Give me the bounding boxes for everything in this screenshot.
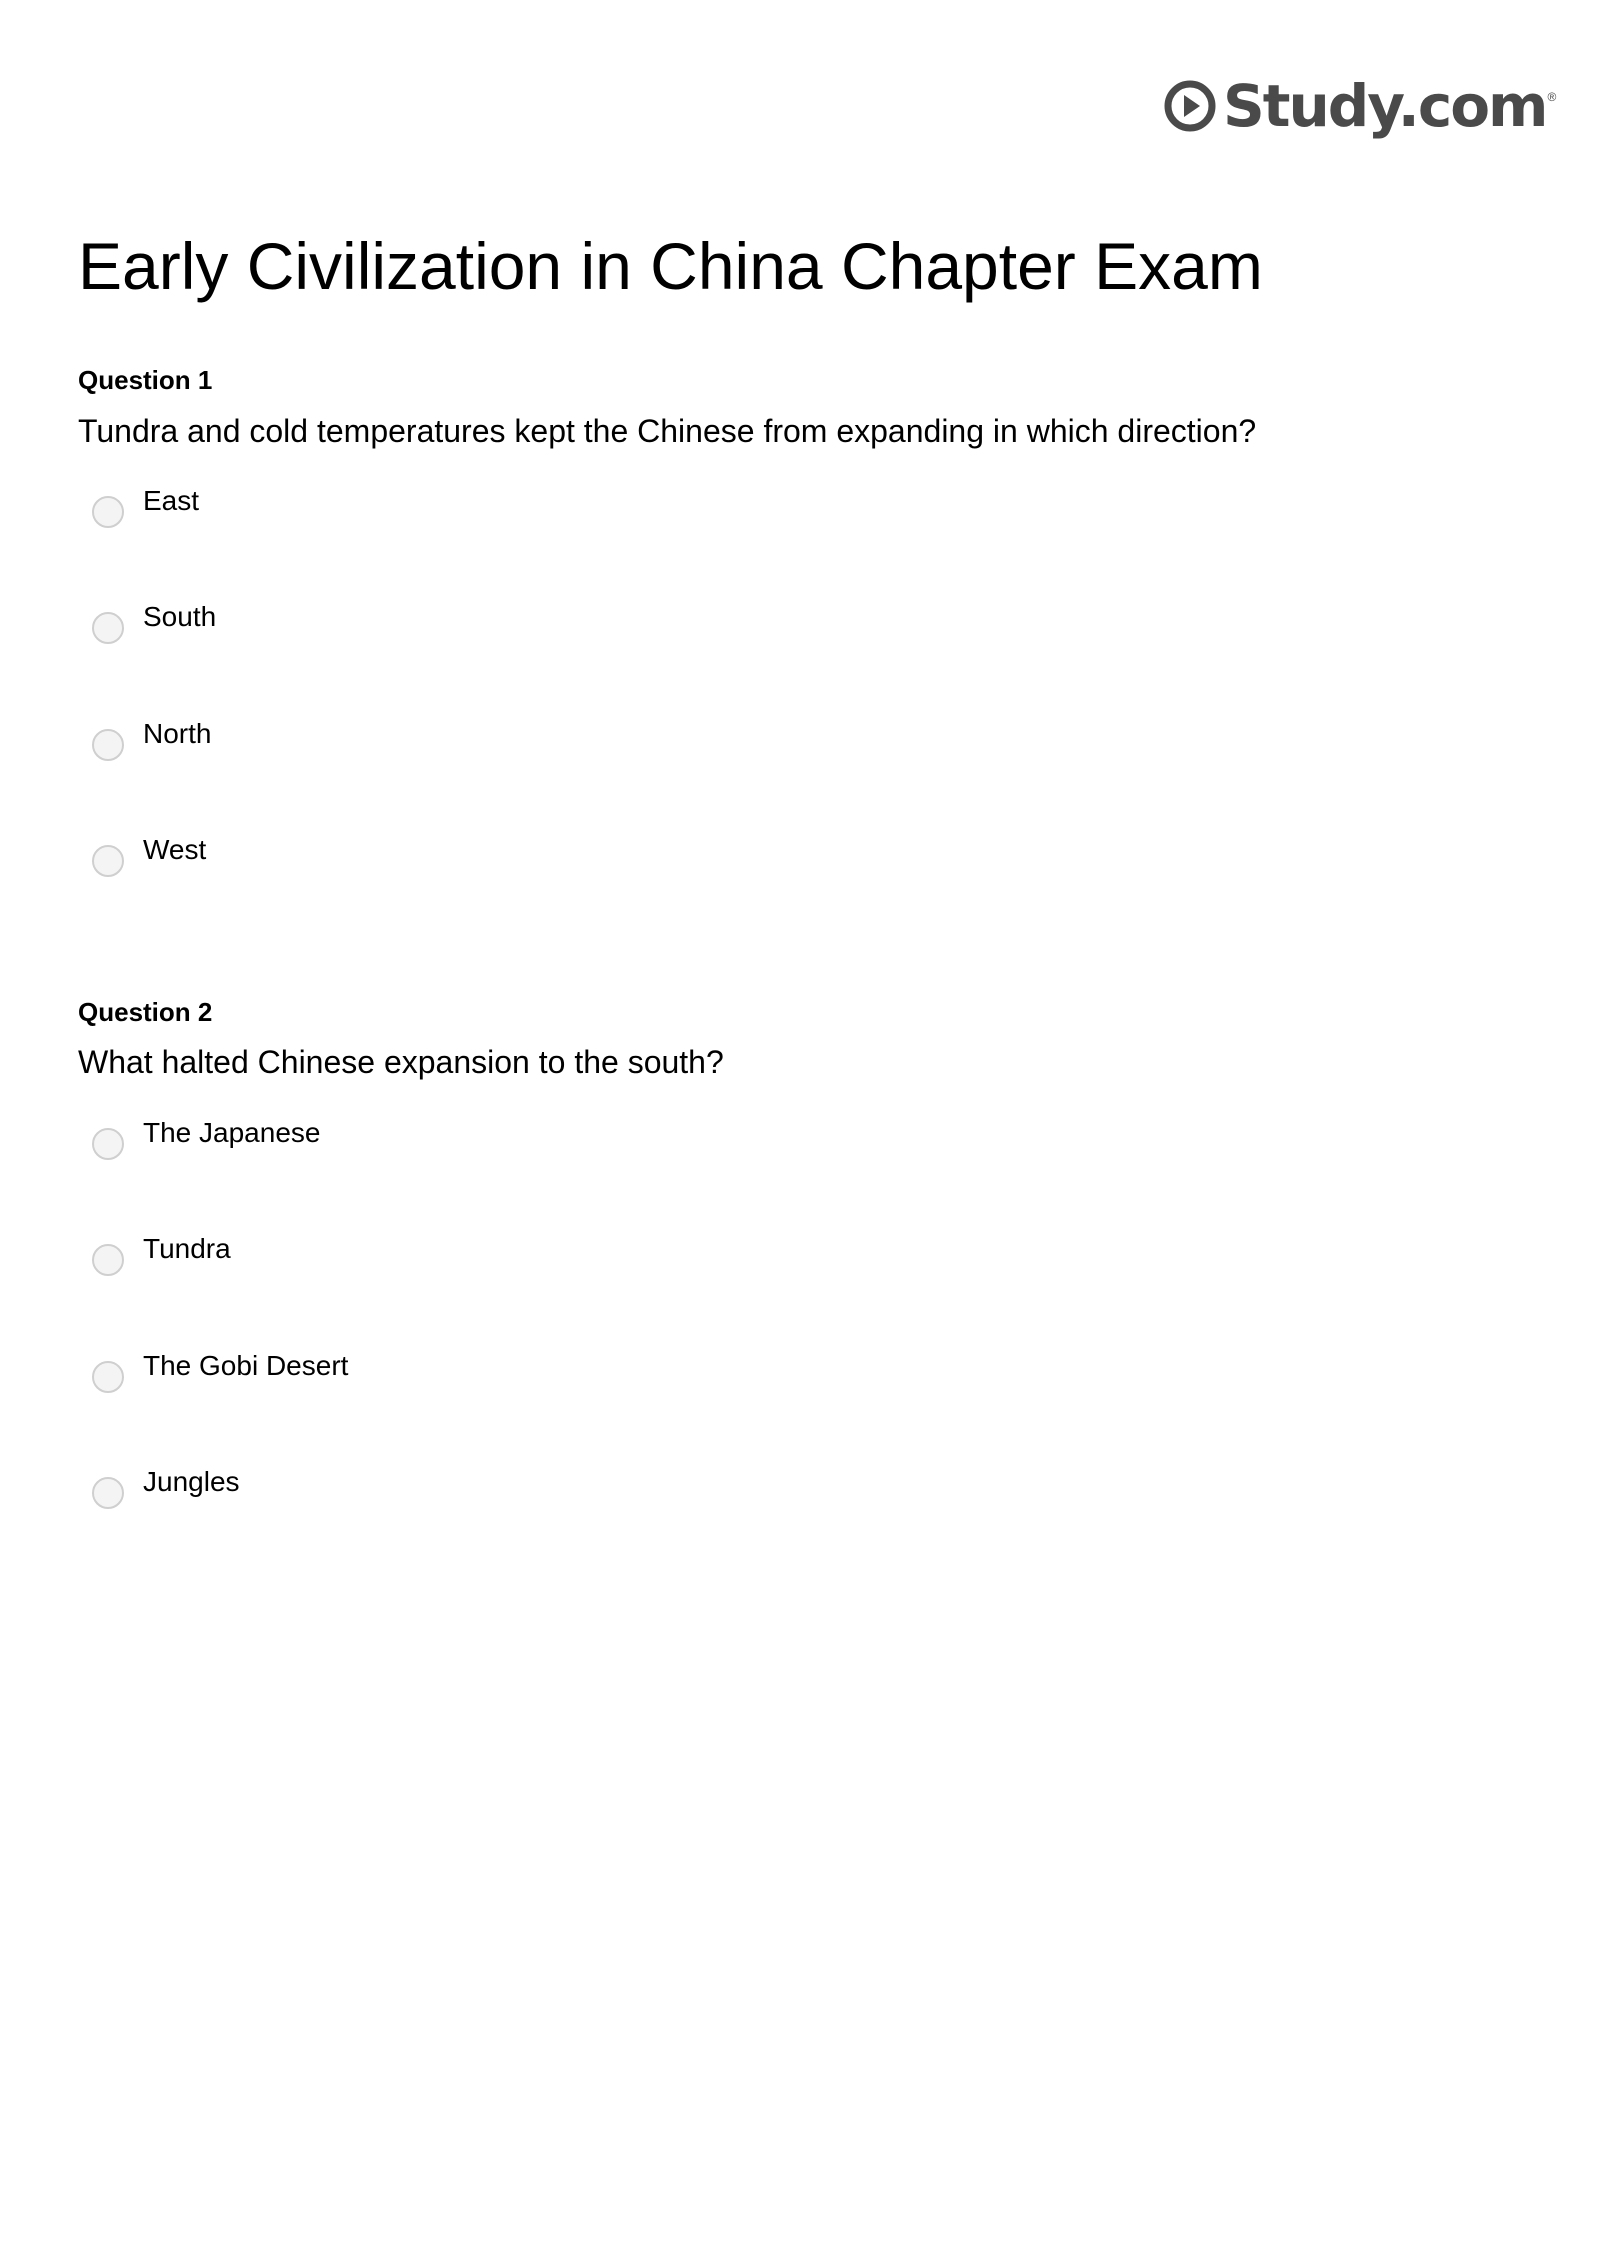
brand-name: Study.com bbox=[1223, 72, 1547, 140]
radio-button[interactable] bbox=[92, 845, 124, 877]
option-label: Jungles bbox=[143, 1466, 240, 1497]
radio-button[interactable] bbox=[92, 1128, 124, 1160]
question-2-option-3[interactable] bbox=[92, 1349, 348, 1389]
question-1-option-1[interactable] bbox=[92, 484, 199, 524]
question-1-option-2[interactable] bbox=[92, 600, 216, 640]
question-2-option-1[interactable] bbox=[92, 1116, 320, 1156]
option-label: North bbox=[143, 718, 212, 749]
radio-button[interactable] bbox=[92, 1244, 124, 1276]
radio-button[interactable] bbox=[92, 1477, 124, 1509]
radio-button[interactable] bbox=[92, 612, 124, 644]
registered-mark: ® bbox=[1547, 90, 1557, 104]
question-1-option-3[interactable] bbox=[92, 717, 211, 757]
question-2-option-4[interactable] bbox=[92, 1465, 240, 1505]
play-circle-icon bbox=[1163, 79, 1217, 133]
question-2-label: Question 2 bbox=[78, 997, 213, 1027]
radio-button[interactable] bbox=[92, 496, 124, 528]
radio-button[interactable] bbox=[92, 729, 124, 761]
question-2-text: What halted Chinese expansion to the south? bbox=[78, 1044, 724, 1080]
option-label: Tundra bbox=[143, 1233, 231, 1264]
option-label: The Japanese bbox=[143, 1117, 321, 1148]
page-title: Early Civilization in China Chapter Exam bbox=[78, 229, 1263, 303]
study-com-logo bbox=[1163, 74, 1556, 138]
question-1-option-4[interactable] bbox=[92, 833, 206, 873]
question-1-text: Tundra and cold temperatures kept the Chinese from expanding in which direction? bbox=[78, 413, 1257, 449]
option-label: East bbox=[143, 485, 200, 516]
option-label: South bbox=[143, 601, 217, 632]
question-2-option-2[interactable] bbox=[92, 1232, 231, 1272]
radio-button[interactable] bbox=[92, 1361, 124, 1393]
question-1-label: Question 1 bbox=[78, 365, 213, 395]
option-label: West bbox=[143, 834, 207, 865]
option-label: The Gobi Desert bbox=[143, 1350, 349, 1381]
